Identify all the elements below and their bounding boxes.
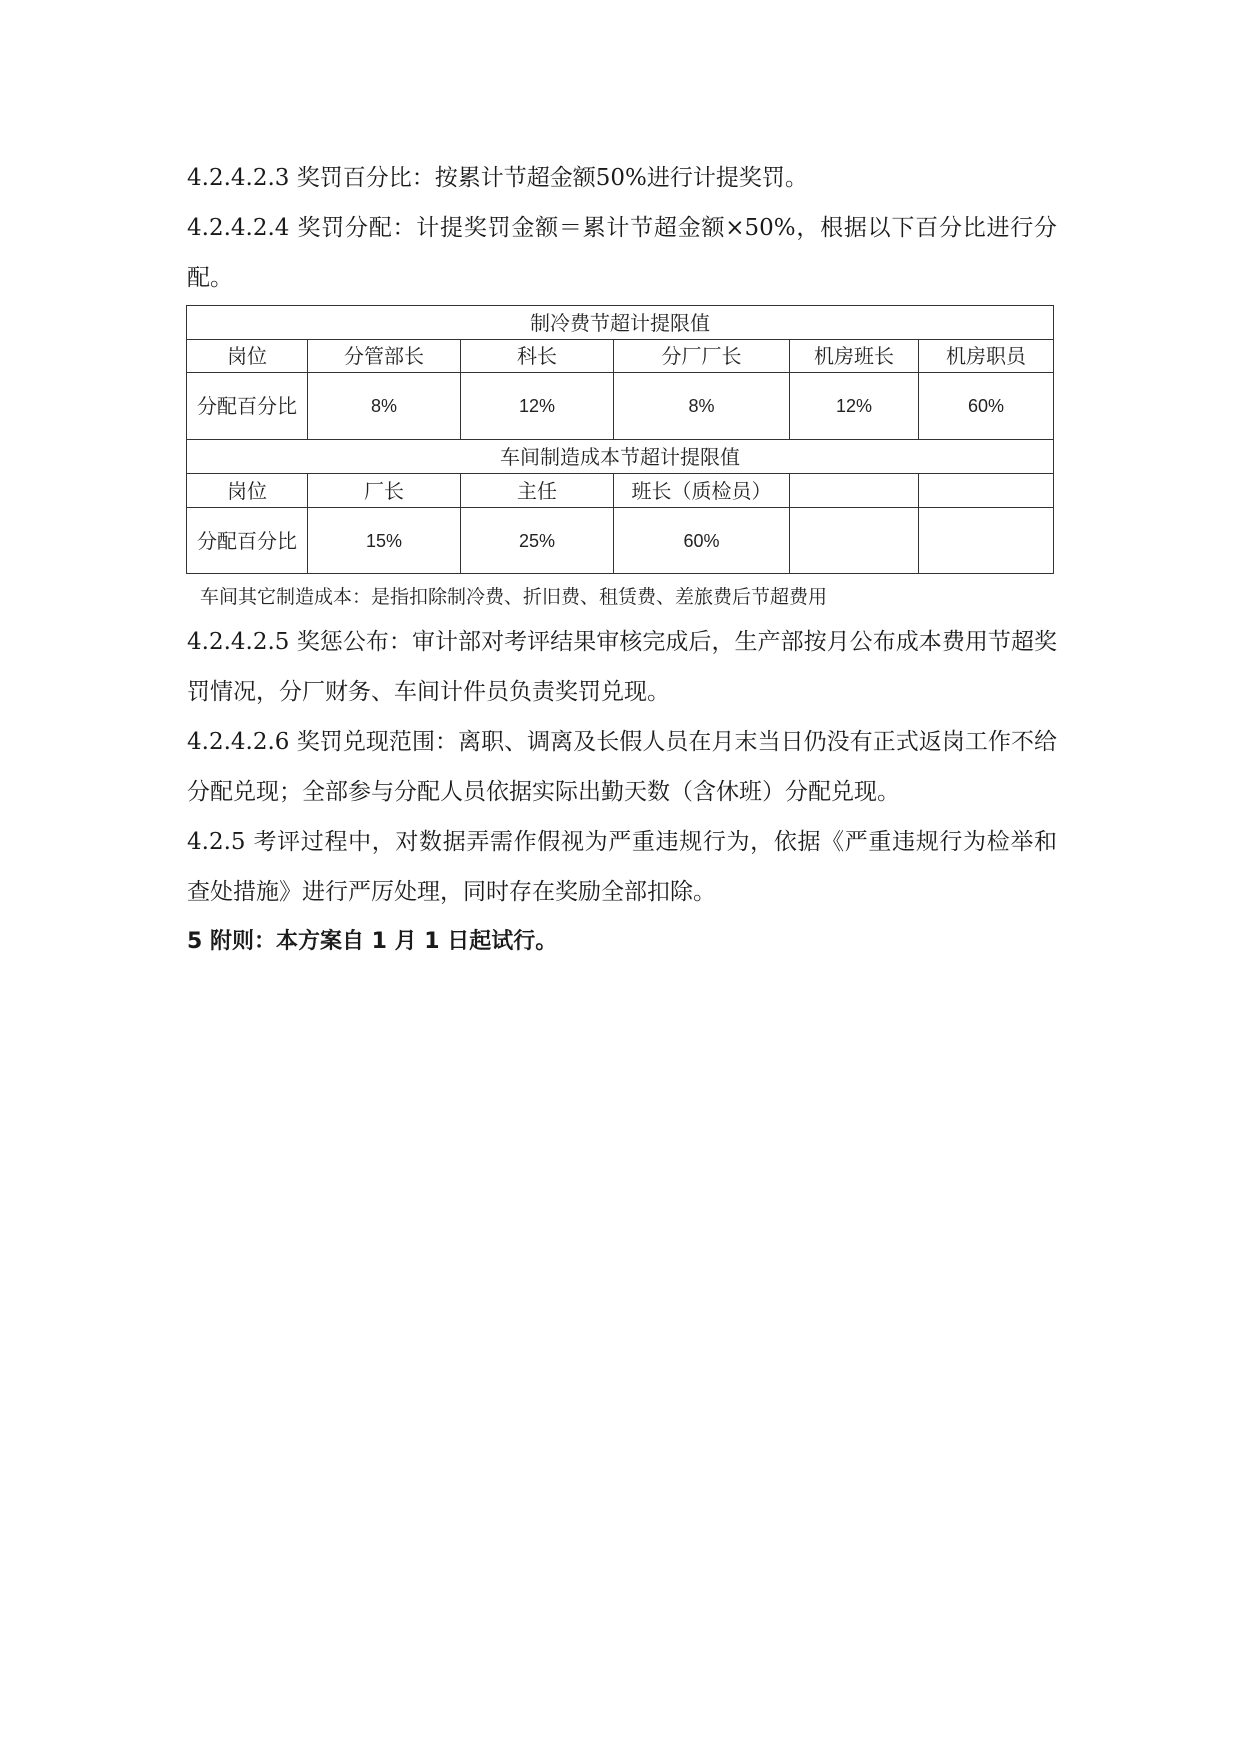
workshop-section-title: 车间制造成本节超计提限值: [187, 440, 1054, 474]
table-header-row: [187, 340, 1054, 373]
table-header-cell: 分管部长: [308, 340, 461, 373]
table-header-row: [187, 474, 1054, 508]
table-header-cell: 分厂厂长: [614, 340, 790, 373]
table-row: [187, 373, 1054, 440]
table-header-cell: [790, 474, 919, 508]
table-row: [187, 508, 1054, 574]
table-cell: 8%: [308, 373, 461, 440]
paragraph-4-2-4-2-4: 4.2.4.2.4 奖罚分配：计提奖罚金额＝累计节超金额×50%，根据以下百分比进行分配。: [187, 215, 1057, 291]
table-header-cell: [919, 474, 1054, 508]
table-cell: 60%: [614, 508, 790, 574]
percentage-label: 分配百分比: [187, 508, 308, 574]
distribution-table: [186, 305, 1054, 574]
paragraph-5-supplementary: 5 附则：本方案自 1 月 1 日起试行。: [187, 929, 558, 954]
paragraph-4-2-5: 4.2.5 考评过程中，对数据弄需作假视为严重违规行为，依据《严重违规行为检举和查处措施》进行严厉处理，同时存在奖励全部扣除。: [187, 829, 1057, 905]
refrigeration-section-title: 制冷费节超计提限值: [187, 306, 1054, 340]
table-cell: 25%: [461, 508, 614, 574]
table-cell: 12%: [461, 373, 614, 440]
paragraph-4-2-4-2-5: 4.2.4.2.5 奖惩公布：审计部对考评结果审核完成后，生产部按月公布成本费用节超奖罚情况，分厂财务、车间计件员负责奖罚兑现。: [187, 629, 1057, 705]
percentage-label: 分配百分比: [187, 373, 308, 440]
table-note: 车间其它制造成本：是指扣除制冷费、折旧费、租赁费、差旅费后节超费用: [200, 586, 828, 608]
table-header-cell: 厂长: [308, 474, 461, 508]
table-cell: 12%: [790, 373, 919, 440]
paragraph-4-2-4-2-3: 4.2.4.2.3 奖罚百分比：按累计节超金额50%进行计提奖罚。: [187, 165, 808, 191]
table-cell: 8%: [614, 373, 790, 440]
table-cell: 15%: [308, 508, 461, 574]
table-header-cell: 机房职员: [919, 340, 1054, 373]
table-section-title-row: [187, 440, 1054, 474]
table-cell: 60%: [919, 373, 1054, 440]
paragraph-4-2-4-2-6: 4.2.4.2.6 奖罚兑现范围：离职、调离及长假人员在月末当日仍没有正式返岗工作不给分配兑现；全部参与分配人员依据实际出勤天数（含休班）分配兑现。: [187, 729, 1057, 805]
table-cell: [790, 508, 919, 574]
table-cell: [919, 508, 1054, 574]
position-label: 岗位: [187, 474, 308, 508]
position-label: 岗位: [187, 340, 308, 373]
table-header-cell: 主任: [461, 474, 614, 508]
table-header-cell: 班长（质检员）: [614, 474, 790, 508]
table-header-cell: 科长: [461, 340, 614, 373]
table-section-title-row: [187, 306, 1054, 340]
table-header-cell: 机房班长: [790, 340, 919, 373]
